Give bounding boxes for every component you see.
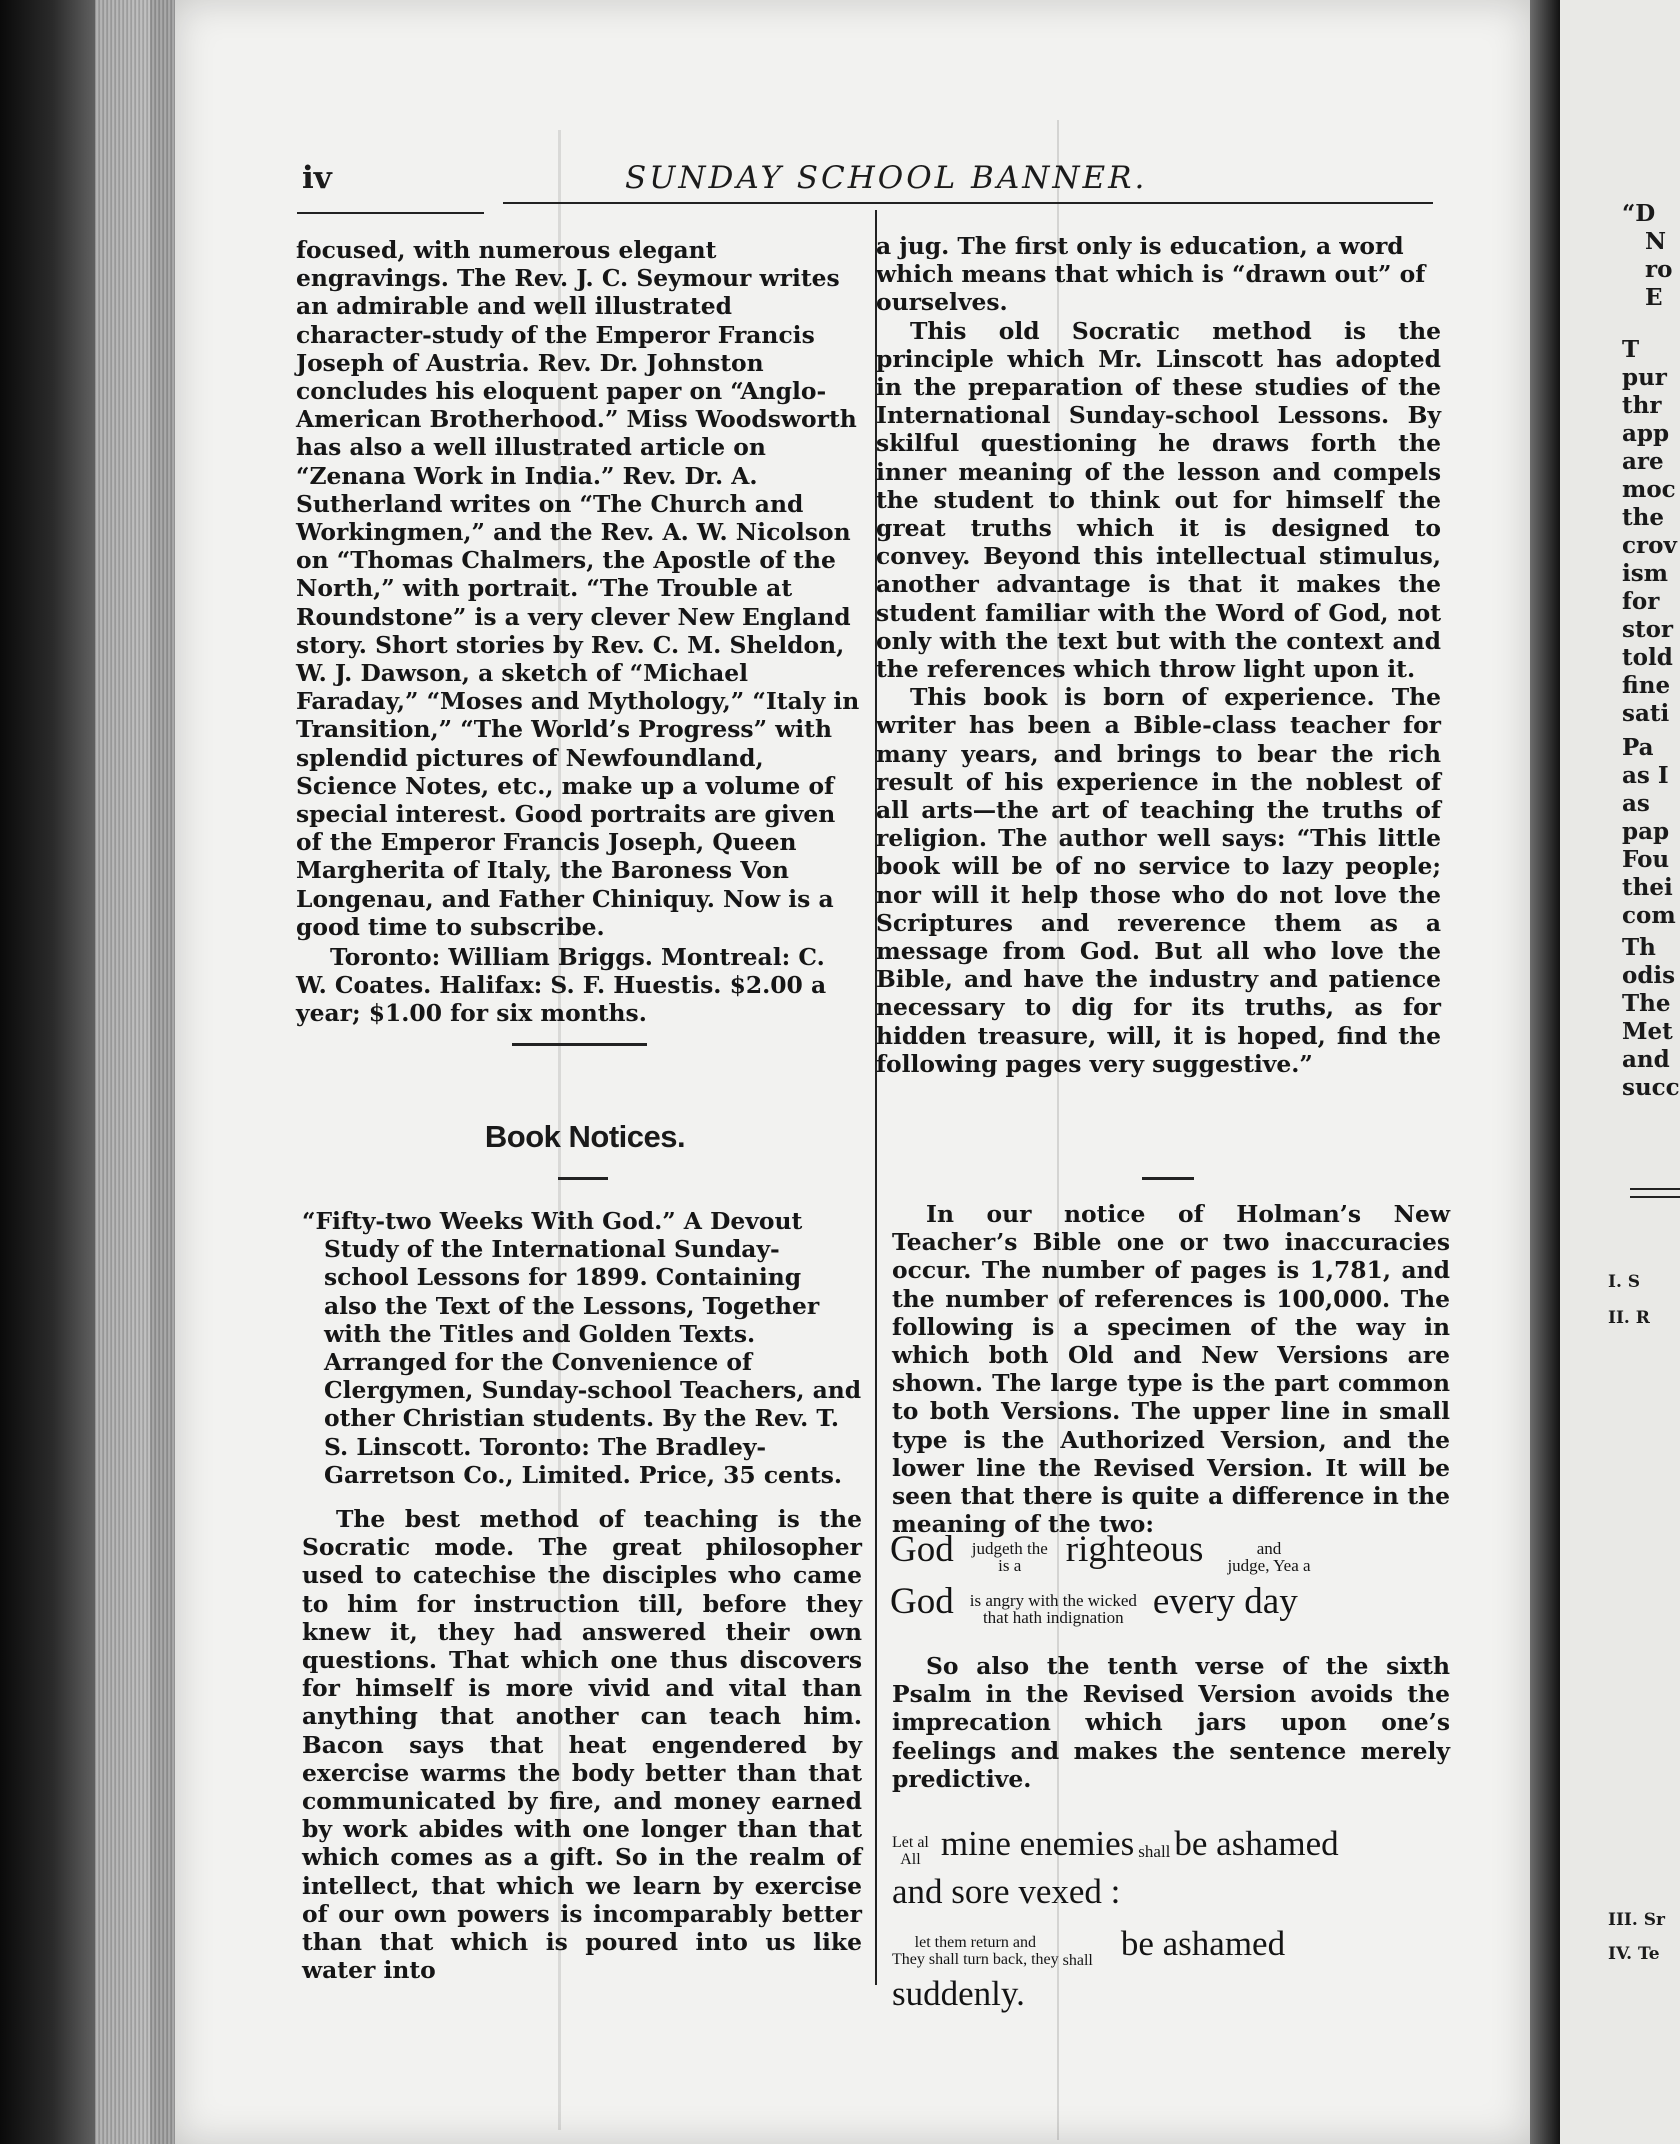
publishers-paragraph: Toronto: William Briggs. Montreal: C. W. Coates. Halifax: S. F. Huestis. $2.00 a year; $1.00 for six months. xyxy=(296,943,827,1028)
next-page-rule xyxy=(1630,1188,1680,1190)
book-gutter xyxy=(1530,0,1560,2144)
common-word: every day xyxy=(1152,1581,1298,1622)
next-page-numeral: IV. Te xyxy=(1608,1944,1660,1964)
common-word: righteous xyxy=(1065,1529,1204,1570)
common-word: and sore vexed : xyxy=(892,1872,1121,1911)
next-page-line: “D xyxy=(1622,200,1656,227)
section-divider xyxy=(512,1043,647,1046)
psalm-notice xyxy=(892,1652,1450,1793)
next-page-line: succ xyxy=(1622,1074,1680,1101)
next-page-line: are xyxy=(1622,448,1664,475)
version-stack xyxy=(1227,1540,1310,1574)
next-page-line: app xyxy=(1622,420,1670,447)
next-page-line: fine xyxy=(1622,672,1671,699)
experience-paragraph: This book is born of experience. The writer has been a Bible-class teacher for many years, and brings to bear the rich result of his experience in the noblest of all arts—the art of teaching the truths of religion. The author well says: “This little book will be of no service to lazy people; nor will it help those who do not love the Scriptures and reverence them as a message from God. But all who love the Bible, and have the industry and patience necessary to dig for its truths, as for hidden treasure, will, it is hoped, find the following pages very suggestive.” xyxy=(876,683,1441,1078)
next-page-line: pap xyxy=(1622,818,1670,845)
next-page-rule xyxy=(1630,1196,1680,1198)
right-column-top xyxy=(876,232,1441,1078)
psalm-paragraph: So also the tenth verse of the sixth Psalm in the Revised Version avoids the imprecation which jars upon one’s feelings and makes the sentence merely predictive. xyxy=(892,1652,1450,1793)
socratic-paragraph: The best method of teaching is the Socratic mode. The great philosopher used to catechise the disciples who came to him for instruction till, before they knew it, they had answered their own questions. That which one thus discovers for himself is more vivid and vital than anything that another can teach him. Bacon says that heat engendered by exercise warms the body better than that communicated by fire, and money earned by work abides with one longer than that which comes as a gift. So in the realm of intellect, that which we learn by exercise of our own powers is incomparably better than that which is poured into us like water into xyxy=(302,1505,862,1985)
next-page-line: The xyxy=(1622,990,1671,1017)
continuation-paragraph: a jug. The first only is education, a word which means that which is “drawn out” of ourselves. xyxy=(876,232,1426,317)
version-example-line xyxy=(890,1528,1311,1574)
authorized-text: and xyxy=(1256,1539,1282,1559)
next-page-line: Met xyxy=(1622,1018,1673,1045)
page-number: iv xyxy=(302,160,332,196)
authorized-text: judgeth the xyxy=(971,1539,1048,1559)
authorized-text: Let al xyxy=(892,1834,929,1852)
next-page-line: Pa xyxy=(1622,734,1654,761)
next-page-line: the xyxy=(1622,504,1664,531)
left-column-top xyxy=(296,236,861,1028)
psalm-example-line xyxy=(892,1824,1339,1868)
page-leaves xyxy=(95,0,175,2144)
authorized-text: let them return and xyxy=(914,1934,1036,1952)
header-rule xyxy=(503,202,1433,204)
psalm-example-line xyxy=(892,1974,1025,2014)
next-page-line: thei xyxy=(1622,874,1673,901)
left-column-bottom xyxy=(302,1207,862,1984)
next-page-line: Th xyxy=(1622,934,1656,961)
next-page-line: crov xyxy=(1622,532,1677,559)
revised-text: that hath indignation xyxy=(982,1608,1124,1628)
magazine-review-paragraph: focused, with numerous elegant engravings. The Rev. J. C. Seymour writes an admirable and well illustrated character-study of the Emperor Francis Joseph of Austria. Rev. Dr. Johnston concludes his eloquent paper on “Anglo-American Brotherhood.” Miss Woodsworth has also a well illustrated article on “Zenana Work in India.” Rev. Dr. A. Sutherland writes on “The Church and Workingmen,” and the Rev. A. W. Nicolson on “Thomas Chalmers, the Apostle of the North,” with portrait. “The Trouble at Roundstone” is a very clever New England story. Short stories by Rev. C. M. Sheldon, W. J. Dawson, a sketch of “Michael Faraday,” “Moses and Mythology,” “Italy in Transition,” “The World’s Progress” with splendid pictures of Newfoundland, Science Notes, etc., make up a volume of special interest. Good portraits are given of the Emperor Francis Joseph, Queen Margherita of Italy, the Baroness Von Longenau, and Father Chiniquy. Now is a good time to subscribe. xyxy=(296,236,860,941)
revised-text: is a xyxy=(998,1556,1022,1576)
next-page-line: and xyxy=(1622,1046,1670,1073)
next-page-line: N xyxy=(1645,228,1667,255)
next-page-line: sati xyxy=(1622,700,1670,727)
holman-notice xyxy=(892,1200,1450,1538)
next-page-line: E xyxy=(1645,284,1663,311)
common-word: mine enemies xyxy=(940,1824,1135,1863)
heading-rule xyxy=(558,1177,608,1180)
psalm-example-line xyxy=(892,1924,1285,1969)
version-stack xyxy=(970,1592,1137,1626)
next-page-line: pur xyxy=(1622,364,1667,391)
version-stack xyxy=(892,1934,1059,1968)
common-word: be ashamed xyxy=(1174,1824,1339,1863)
authorized-text: is angry with the wicked xyxy=(969,1591,1137,1611)
psalm-example-line xyxy=(892,1872,1120,1912)
version-stack xyxy=(892,1834,929,1868)
notice-divider xyxy=(1142,1177,1194,1180)
next-page-line: stor xyxy=(1622,616,1674,643)
next-page-line: com xyxy=(1622,902,1676,929)
next-page-line: odis xyxy=(1622,962,1676,989)
common-word: be ashamed xyxy=(1120,1924,1286,1963)
next-page-line: Fou xyxy=(1622,846,1670,873)
next-page-line: as xyxy=(1622,790,1650,817)
next-page-numeral: III. Sr xyxy=(1608,1910,1665,1930)
next-page-line: as I xyxy=(1622,762,1669,789)
next-page-line: T xyxy=(1622,336,1640,363)
next-page-line: ro xyxy=(1645,256,1673,283)
common-word: God xyxy=(890,1529,954,1570)
next-page-line: thr xyxy=(1622,392,1662,419)
version-stack xyxy=(972,1540,1048,1574)
revised-text: All xyxy=(900,1851,921,1869)
next-page-line: told xyxy=(1622,644,1673,671)
small-word: shall xyxy=(1062,1952,1093,1969)
next-page-line: for xyxy=(1622,588,1660,615)
next-page-line: moc xyxy=(1622,476,1676,503)
method-paragraph: This old Socratic method is the principle which Mr. Linscott has adopted in the preparation of these studies of the International Sunday-school Lessons. By skilful questioning he draws forth the inner meaning of the lesson and compels the student to think out for himself the great truths which it is designed to convey. Beyond this intellectual stimulus, another advantage is that it makes the student familiar with the Word of God, not only with the text but with the context and the references which throw light upon it. xyxy=(876,316,1441,684)
holman-paragraph: In our notice of Holman’s New Teacher’s Bible one or two inaccuracies occur. The number of pages is 1,781, and the number of references is 100,000. The following is a specimen of the way in which both Old and New Versions are shown. The large type is the part common to both Versions. The upper line in small type is the Authorized Version, and the lower line the Revised Version. It will be seen that there is quite a difference in the meaning of the two: xyxy=(892,1200,1450,1539)
book-entry: “Fifty-two Weeks With God.” A Devout Study of the International Sunday-school Lessons for 1899. Containing also the Text of the Lessons, Together with the Titles and Golden Texts. Arranged for the Convenience of Clergymen, Sunday-school Teachers, and other Christian students. By the Rev. T. S. Linscott. Toronto: The Bradley-Garretson Co., Limited. Price, 35 cents. xyxy=(302,1207,862,1489)
revised-text: judge, Yea a xyxy=(1227,1556,1311,1576)
header-rule xyxy=(297,212,484,214)
revised-text: They shall turn back, they xyxy=(892,1951,1059,1969)
small-word: shall xyxy=(1138,1841,1171,1861)
running-title: SUNDAY SCHOOL BANNER. xyxy=(625,160,1148,196)
common-word: God xyxy=(890,1581,954,1622)
next-page-line: ism xyxy=(1622,560,1669,587)
next-page-numeral: II. R xyxy=(1608,1308,1650,1328)
version-example-line xyxy=(890,1580,1298,1626)
common-word: suddenly. xyxy=(892,1974,1025,2013)
book-notices-heading: Book Notices. xyxy=(484,1119,686,1154)
next-page-numeral: I. S xyxy=(1608,1272,1641,1292)
